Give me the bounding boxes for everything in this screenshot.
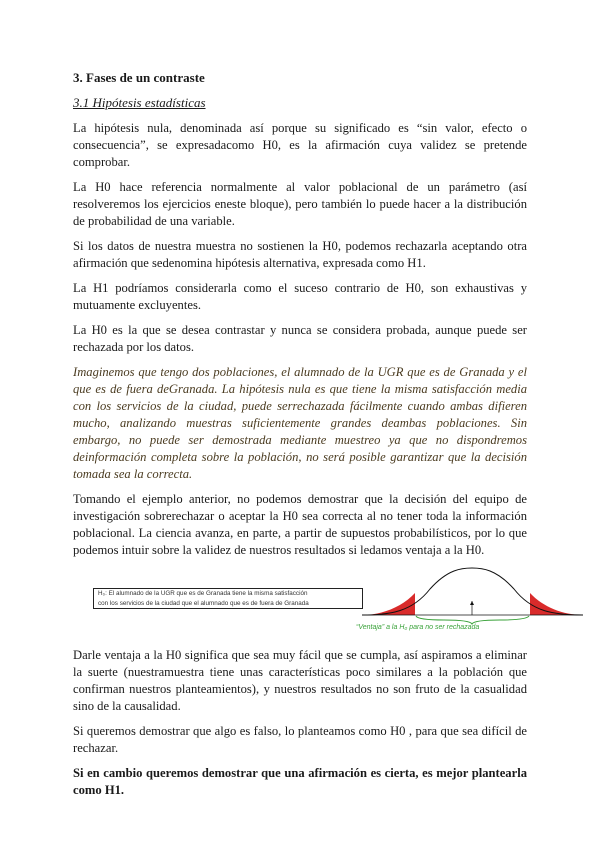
left-rejection-region	[362, 593, 415, 615]
paragraph-h0-reference: La H0 hace referencia normalmente al valor poblacional de un parámetro (así resolveremos los ejercicios eneste bloque), pero también lo puede hacer a la distribución de probabilidad de una variable.	[73, 180, 527, 228]
paragraph-example-discussion: Tomando el ejemplo anterior, no podemos demostrar que la decisión del equipo de investigación sobrerechazar o aceptar la H0 sea correcta al no tener toda la información poblacional. La ciencia avanza, en parte, a partir de supuestos probabilísticos, por lo que podemos intuir sobre la validez de nuestros resultados si ledamos ventaja a la H0.	[73, 492, 527, 557]
conclusion-paragraph: Si en cambio queremos demostrar que una afirmación es cierta, es mejor plantearla como H1.	[73, 766, 527, 797]
paragraph-h0-contrast: La H0 es la que se desea contrastar y nunca se considera probada, aunque puede ser rechazada por los datos.	[73, 323, 527, 354]
example-paragraph: Imaginemos que tengo dos poblaciones, el alumnado de la UGR que es de Granada y el que es de fuera deGranada. La hipótesis nula es que tiene la misma satisfacción media con los servicios de la ciudad, puede serrechazada fácilmente cuando ambas difieren mucho, analizando muestras suficientemente grandes deambas poblaciones. Sin embargo, no puede ser demostrada mediante muestreo ya que no dispondremos deinformación completa sobre la población, no será posible garantizar que la decisión tomada sea la correcta.	[73, 365, 527, 481]
paragraph-alternative-hypothesis: Si los datos de nuestra muestra no sostienen la H0, podemos rechazarla aceptando otra afirmación que sedenomina hipótesis alternativa, expresada como H1.	[73, 239, 527, 270]
h0-statement-line-2: con los servicios de la ciudad que el alumnado que es de fuera de Granada	[98, 600, 309, 607]
right-rejection-region	[530, 593, 583, 615]
h0-statement-box	[93, 588, 363, 609]
acceptance-brace	[416, 616, 529, 624]
subsection-heading: 3.1 Hipótesis estadísticas	[73, 95, 206, 110]
h0-statement-line-1: H₀: El alumnado de la UGR que es de Granada tiene la misma satisfacción	[98, 590, 308, 597]
section-heading: 3. Fases de un contraste	[73, 70, 205, 85]
figure-caption: “Ventaja” a la H₀ para no ser rechazada	[356, 624, 480, 631]
normal-curve-diagram	[360, 567, 585, 625]
paragraph-prove-false: Si queremos demostrar que algo es falso, lo planteamos como H0 , para que sea difícil de rechazar.	[73, 724, 527, 755]
paragraph-null-hypothesis: La hipótesis nula, denominada así porque su significado es “sin valor, efecto o consecuencia”, se expresadacomo H0, es la afirmación cuya validez se pretende comprobar.	[73, 121, 527, 169]
paragraph-h0-advantage: Darle ventaja a la H0 significa que sea muy fácil que se cumpla, así aspiramos a eliminar la suerte (nuestramuestra tiene unas características poco similares a la población que confirman nuestros planteamientos), y nuestros resultados no son fruto de la casualidad sino de la causalidad.	[73, 648, 527, 713]
paragraph-h1-definition: La H1 podríamos considerarla como el suceso contrario de H0, son exhaustivas y mutuamente excluyentes.	[73, 281, 527, 312]
center-arrow-head	[470, 601, 474, 605]
hypothesis-figure	[73, 577, 527, 635]
